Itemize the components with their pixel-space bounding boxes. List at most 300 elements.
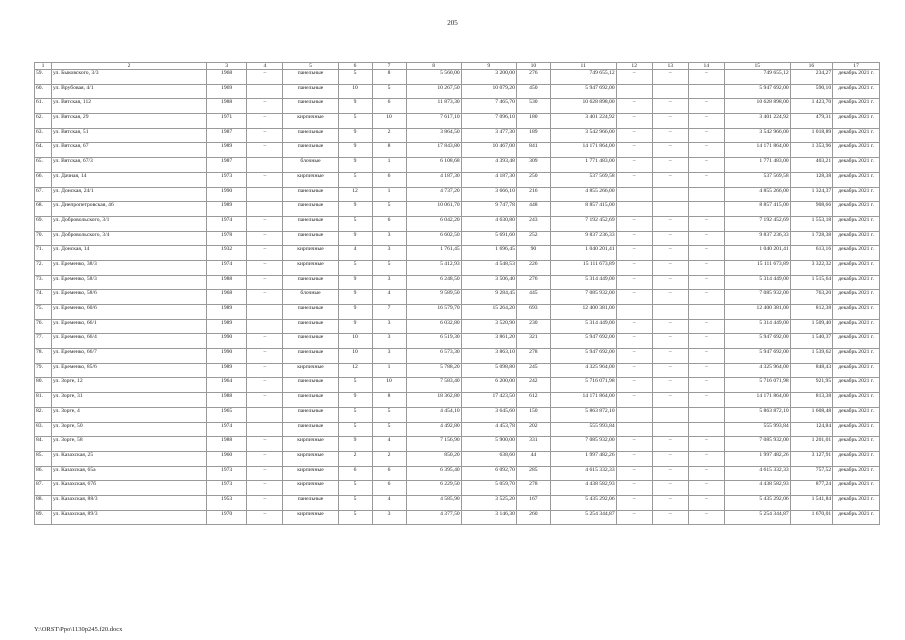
table-cell: – [616, 216, 652, 231]
table-cell: 3 863,10 [461, 349, 516, 364]
table-cell: 5 314 449,00 [550, 319, 616, 334]
table-cell: 530 [516, 99, 550, 114]
table-cell: 8 [372, 143, 406, 158]
table-cell: декабрь 2021 г. [833, 363, 880, 378]
table-row [35, 407, 880, 422]
table-cell: 5 435 292,06 [724, 495, 790, 510]
table-cell: 555 993,84 [724, 422, 790, 437]
table-cell: 749 655,12 [724, 70, 790, 85]
table-cell: – [616, 349, 652, 364]
table-cell: панельные [283, 305, 338, 320]
address-cell: ул. Казахская, 89/3 [51, 510, 206, 525]
table-cell: – [247, 334, 283, 349]
table-cell: – [688, 158, 724, 173]
table-cell: – [247, 246, 283, 261]
table-cell: 124,84 [790, 422, 832, 437]
table-cell: 1 018,89 [790, 128, 832, 143]
table-cell: 1964 [206, 378, 246, 393]
table-cell: 10 [338, 349, 372, 364]
table-cell: 15 111 673,89 [724, 260, 790, 275]
table-row [35, 437, 880, 452]
table-cell: 226 [516, 260, 550, 275]
table-row [35, 393, 880, 408]
table-cell: – [247, 510, 283, 525]
table-cell: декабрь 2021 г. [833, 216, 880, 231]
table-cell: 72. [35, 260, 52, 275]
table-cell: 1 997 482,26 [550, 451, 616, 466]
table-cell: декабрь 2021 г. [833, 128, 880, 143]
table-cell: 3 [372, 275, 406, 290]
table-cell: 63. [35, 128, 52, 143]
table-cell: – [688, 290, 724, 305]
table-cell: 1973 [206, 481, 246, 496]
table-cell: 1 353,96 [790, 143, 832, 158]
table-row [35, 84, 880, 99]
table-cell: 5 947 692,00 [724, 334, 790, 349]
table-cell: кирпичные [283, 437, 338, 452]
table-cell: 6 229,50 [406, 481, 461, 496]
table-cell: 1 761,45 [406, 246, 461, 261]
table-cell: – [616, 275, 652, 290]
table-cell [688, 305, 724, 320]
table-cell: 3 127,91 [790, 451, 832, 466]
housing-register-table [34, 62, 880, 525]
table-cell: 555 993,84 [550, 422, 616, 437]
table-row [35, 305, 880, 320]
table-cell: 5 [338, 407, 372, 422]
table-cell: 4 393,48 [461, 158, 516, 173]
table-cell: 537 569,58 [724, 172, 790, 187]
table-cell: декабрь 2021 г. [833, 319, 880, 334]
table-cell: панельные [283, 407, 338, 422]
table-cell: панельные [283, 393, 338, 408]
table-cell: 6 [372, 466, 406, 481]
table-cell: 3 520,90 [461, 319, 516, 334]
table-cell: 7 192 452,69 [724, 216, 790, 231]
table-cell: – [652, 172, 688, 187]
table-cell: – [616, 70, 652, 85]
table-cell: декабрь 2021 г. [833, 481, 880, 496]
table-row [35, 378, 880, 393]
table-cell: 5 863 872,10 [724, 407, 790, 422]
column-number-header-row [35, 63, 880, 70]
table-cell: 1990 [206, 349, 246, 364]
address-cell: ул. Днепропетровская, 46 [51, 202, 206, 217]
table-cell: 1973 [206, 172, 246, 187]
table-cell [616, 84, 652, 99]
table-cell: 1974 [206, 216, 246, 231]
column-number-cell: 6 [338, 63, 372, 70]
address-cell: ул. Еременко, 38/3 [51, 260, 206, 275]
table-cell: 8 857 415,00 [550, 202, 616, 217]
table-cell: 749 655,12 [550, 70, 616, 85]
table-cell: – [652, 290, 688, 305]
page-number: 205 [447, 19, 458, 27]
table-cell: 15 111 673,89 [550, 260, 616, 275]
table-cell: 6 [372, 172, 406, 187]
table-cell: – [616, 158, 652, 173]
table-cell: 3 401 224,92 [724, 114, 790, 129]
table-cell: 5 [338, 172, 372, 187]
table-cell: 71. [35, 246, 52, 261]
table-row [35, 114, 880, 129]
table-cell: 1974 [206, 422, 246, 437]
table-row [35, 451, 880, 466]
table-cell: – [688, 128, 724, 143]
table-row [35, 70, 880, 85]
table-cell: декабрь 2021 г. [833, 187, 880, 202]
table-cell: 3 146,30 [461, 510, 516, 525]
table-cell: 1978 [206, 231, 246, 246]
table-cell: 5 098,80 [461, 363, 516, 378]
address-cell: ул. Зорге, 31 [51, 393, 206, 408]
table-cell: декабрь 2021 г. [833, 143, 880, 158]
table-cell: 44 [516, 451, 550, 466]
table-cell: – [688, 451, 724, 466]
table-cell [247, 202, 283, 217]
table-cell: – [652, 349, 688, 364]
table-cell: 76. [35, 319, 52, 334]
table-row [35, 172, 880, 187]
table-cell: 3 542 966,00 [724, 128, 790, 143]
table-cell: 331 [516, 437, 550, 452]
table-row [35, 128, 880, 143]
table-cell: 243 [516, 216, 550, 231]
table-row [35, 349, 880, 364]
table-cell: 62. [35, 114, 52, 129]
table-cell: 5 947 692,00 [724, 349, 790, 364]
table-cell: 14 171 864,00 [550, 393, 616, 408]
table-row [35, 202, 880, 217]
table-cell: 12 400 381,00 [550, 305, 616, 320]
table-cell: 4 630,80 [461, 216, 516, 231]
table-cell: 9 [338, 128, 372, 143]
address-cell: ул. Казахская, 65а [51, 466, 206, 481]
file-path-footer: Y:\ORST\Ppo\1130p245.f20.docx [34, 626, 123, 633]
table-cell: декабрь 2021 г. [833, 407, 880, 422]
table-cell: 12 400 381,00 [724, 305, 790, 320]
table-cell: панельные [283, 99, 338, 114]
table-cell: 5 716 071,98 [550, 378, 616, 393]
address-cell: ул. Зорге, 50 [51, 422, 206, 437]
address-cell: ул. Добровольского, 3/1 [51, 216, 206, 231]
table-row [35, 260, 880, 275]
table-cell: – [688, 349, 724, 364]
table-cell: 1 [372, 363, 406, 378]
table-row [35, 510, 880, 525]
table-cell: кирпичные [283, 114, 338, 129]
table-cell: 813,38 [790, 393, 832, 408]
table-cell: 1 670,01 [790, 510, 832, 525]
table-cell: – [652, 437, 688, 452]
table-cell: блочные [283, 290, 338, 305]
column-number-cell: 10 [516, 63, 550, 70]
table-cell: – [652, 481, 688, 496]
table-cell: 8 857 415,00 [724, 202, 790, 217]
table-cell: декабрь 2021 г. [833, 378, 880, 393]
table-cell: декабрь 2021 г. [833, 451, 880, 466]
table-cell: 4 453,78 [461, 422, 516, 437]
table-cell: 1989 [206, 319, 246, 334]
table-cell: 445 [516, 290, 550, 305]
table-cell: 69. [35, 216, 52, 231]
column-number-cell: 16 [790, 63, 832, 70]
address-cell: ул. Врубовая, 4/1 [51, 84, 206, 99]
table-cell: 3 666,10 [461, 187, 516, 202]
table-cell: 4 187,30 [461, 172, 516, 187]
table-row [35, 290, 880, 305]
table-cell: 612 [516, 393, 550, 408]
table-cell: – [688, 275, 724, 290]
table-cell: 1973 [206, 466, 246, 481]
table-cell: 84. [35, 437, 52, 452]
table-cell: 2 [372, 451, 406, 466]
address-cell: ул. Быковского, 3/3 [51, 70, 206, 85]
table-cell: 1968 [206, 290, 246, 305]
table-cell [247, 84, 283, 99]
table-cell: кирпичные [283, 451, 338, 466]
table-cell: – [247, 70, 283, 85]
table-cell: панельные [283, 143, 338, 158]
table-cell: 278 [516, 481, 550, 496]
table-cell: 4 [372, 290, 406, 305]
address-cell: ул. Еременко, 85/6 [51, 363, 206, 378]
table-cell: 1 696,45 [461, 246, 516, 261]
table-cell: 5 947 692,00 [550, 84, 616, 99]
table-cell: 5 [338, 481, 372, 496]
table-cell: 3 861,20 [461, 334, 516, 349]
table-cell [247, 422, 283, 437]
table-cell: – [616, 99, 652, 114]
table-cell: декабрь 2021 г. [833, 158, 880, 173]
table-cell: 613,16 [790, 246, 832, 261]
table-cell: декабрь 2021 г. [833, 231, 880, 246]
table-cell: 276 [516, 275, 550, 290]
table-row [35, 143, 880, 158]
table-cell: 5 [338, 422, 372, 437]
table-cell: 1 509,40 [790, 319, 832, 334]
table-cell: 5 059,70 [461, 481, 516, 496]
table-cell [652, 407, 688, 422]
table-cell: 403,21 [790, 158, 832, 173]
address-cell: ул. Зорге, 12 [51, 378, 206, 393]
table-cell: блочные [283, 158, 338, 173]
table-cell: 537 569,58 [550, 172, 616, 187]
table-cell: – [652, 363, 688, 378]
table-cell: – [688, 378, 724, 393]
table-cell: 3 [372, 246, 406, 261]
table-cell: декабрь 2021 г. [833, 202, 880, 217]
table-cell: 921,95 [790, 378, 832, 393]
table-cell: 5 254 344,87 [724, 510, 790, 525]
address-cell: ул. Зорге, 4 [51, 407, 206, 422]
table-cell: 5 [338, 70, 372, 85]
table-cell: 321 [516, 334, 550, 349]
table-cell: 1987 [206, 128, 246, 143]
table-cell: 7 192 452,69 [550, 216, 616, 231]
table-cell: – [247, 143, 283, 158]
table-cell: 245 [516, 363, 550, 378]
table-cell: 81. [35, 393, 52, 408]
table-cell: 6 248,50 [406, 275, 461, 290]
table-cell: 1 324,37 [790, 187, 832, 202]
table-cell: 6 042,20 [406, 216, 461, 231]
table-cell: – [688, 466, 724, 481]
table-cell: 1 515,64 [790, 275, 832, 290]
table-cell: панельные [283, 128, 338, 143]
table-cell: 1 541,84 [790, 495, 832, 510]
table-cell: 4 855 266,00 [550, 187, 616, 202]
table-cell: 450 [516, 84, 550, 99]
table-cell: 11 873,30 [406, 99, 461, 114]
table-cell: 5 [372, 407, 406, 422]
table-cell: 5 900,00 [461, 437, 516, 452]
table-cell: 5 314 449,00 [550, 275, 616, 290]
table-cell: 3 645,60 [461, 407, 516, 422]
table-cell: 5 716 071,98 [724, 378, 790, 393]
table-cell: 1 040 201,41 [550, 246, 616, 261]
table-row [35, 422, 880, 437]
table-cell: – [688, 114, 724, 129]
table-cell: 5 947 692,00 [550, 349, 616, 364]
table-cell: 9 [338, 143, 372, 158]
table-cell: 7 617,10 [406, 114, 461, 129]
table-cell: 3 477,30 [461, 128, 516, 143]
table-cell: – [688, 495, 724, 510]
table-cell: 4 492,80 [406, 422, 461, 437]
table-cell: панельные [283, 422, 338, 437]
table-cell: 6 519,30 [406, 334, 461, 349]
table-cell: – [616, 437, 652, 452]
column-number-cell: 5 [283, 63, 338, 70]
table-cell: 3 200,00 [461, 70, 516, 85]
table-cell: 1988 [206, 99, 246, 114]
table-cell: 10 628 898,00 [550, 99, 616, 114]
table-cell: декабрь 2021 г. [833, 260, 880, 275]
table-cell: – [652, 158, 688, 173]
table-cell: 1989 [206, 363, 246, 378]
table-cell: 66. [35, 172, 52, 187]
table-cell: 3 322,32 [790, 260, 832, 275]
table-cell: – [247, 451, 283, 466]
table-cell: – [247, 99, 283, 114]
table-cell: – [688, 231, 724, 246]
table-cell: 3 [372, 349, 406, 364]
table-cell: – [688, 216, 724, 231]
table-cell: – [616, 246, 652, 261]
table-cell: 4 377,50 [406, 510, 461, 525]
table-cell: декабрь 2021 г. [833, 99, 880, 114]
table-cell: декабрь 2021 г. [833, 114, 880, 129]
table-cell: 3 525,20 [461, 495, 516, 510]
table-cell: 5 435 292,06 [550, 495, 616, 510]
address-cell: ул. Казахская, 88/3 [51, 495, 206, 510]
table-cell: 73. [35, 275, 52, 290]
table-cell: 242 [516, 378, 550, 393]
table-cell: 4 585,90 [406, 495, 461, 510]
table-cell: 841 [516, 143, 550, 158]
table-cell: 6 [372, 99, 406, 114]
table-cell: панельные [283, 216, 338, 231]
address-cell: ул. Вятская, 51 [51, 128, 206, 143]
table-cell [688, 407, 724, 422]
table-cell: – [247, 172, 283, 187]
table-cell: 70. [35, 231, 52, 246]
table-cell: 4 454,10 [406, 407, 461, 422]
table-cell: 5 314 449,00 [724, 319, 790, 334]
table-cell: 85. [35, 451, 52, 466]
table-cell: – [247, 349, 283, 364]
table-cell: 6 200,00 [461, 378, 516, 393]
table-row [35, 216, 880, 231]
table-cell: 5 314 449,00 [724, 275, 790, 290]
table-cell: 3 542 966,00 [550, 128, 616, 143]
table-cell: – [616, 363, 652, 378]
table-cell: – [688, 172, 724, 187]
table-cell: 1968 [206, 70, 246, 85]
table-cell: 4 325 964,00 [724, 363, 790, 378]
table-cell: 9 [338, 305, 372, 320]
table-cell: декабрь 2021 г. [833, 495, 880, 510]
table-cell: 1988 [206, 437, 246, 452]
table-cell: – [247, 275, 283, 290]
table-cell: 2 [372, 128, 406, 143]
table-cell: 7 085 932,00 [724, 437, 790, 452]
table-cell: 1 608,48 [790, 407, 832, 422]
table-cell: 5 254 344,87 [550, 510, 616, 525]
table-cell: 10 267,50 [406, 84, 461, 99]
table-cell: 4 438 582,93 [550, 481, 616, 496]
address-cell: ул. Вятская, 112 [51, 99, 206, 114]
table-cell: – [652, 99, 688, 114]
table-cell: 8 [372, 70, 406, 85]
table-cell: панельные [283, 378, 338, 393]
table-cell: 3 401 224,92 [550, 114, 616, 129]
table-cell: 6 [372, 216, 406, 231]
table-cell: – [652, 216, 688, 231]
table-cell [652, 422, 688, 437]
table-cell: 278 [516, 349, 550, 364]
table-cell: 309 [516, 158, 550, 173]
table-cell: 17 423,50 [461, 393, 516, 408]
table-cell: 4 438 582,93 [724, 481, 790, 496]
table-cell: 5 [338, 260, 372, 275]
table-cell: 9 [338, 393, 372, 408]
table-cell: 4 615 332,33 [724, 466, 790, 481]
table-cell: 128,38 [790, 172, 832, 187]
table-row [35, 158, 880, 173]
table-cell: 6 108,68 [406, 158, 461, 173]
column-number-cell: 4 [247, 63, 283, 70]
table-cell: – [616, 290, 652, 305]
table-cell: декабрь 2021 г. [833, 172, 880, 187]
table-cell: – [652, 495, 688, 510]
table-cell: 4 855 266,00 [724, 187, 790, 202]
table-cell: 1 [372, 158, 406, 173]
table-cell: 64. [35, 143, 52, 158]
table-cell: 590,10 [790, 84, 832, 99]
table-cell: – [688, 319, 724, 334]
table-cell [616, 305, 652, 320]
table-cell: кирпичные [283, 481, 338, 496]
table-row [35, 231, 880, 246]
table-cell: – [652, 275, 688, 290]
table-cell: декабрь 2021 г. [833, 305, 880, 320]
table-cell: 9 [338, 158, 372, 173]
table-cell: 90 [516, 246, 550, 261]
table-cell: 1987 [206, 158, 246, 173]
table-cell: 5 947 692,00 [550, 334, 616, 349]
